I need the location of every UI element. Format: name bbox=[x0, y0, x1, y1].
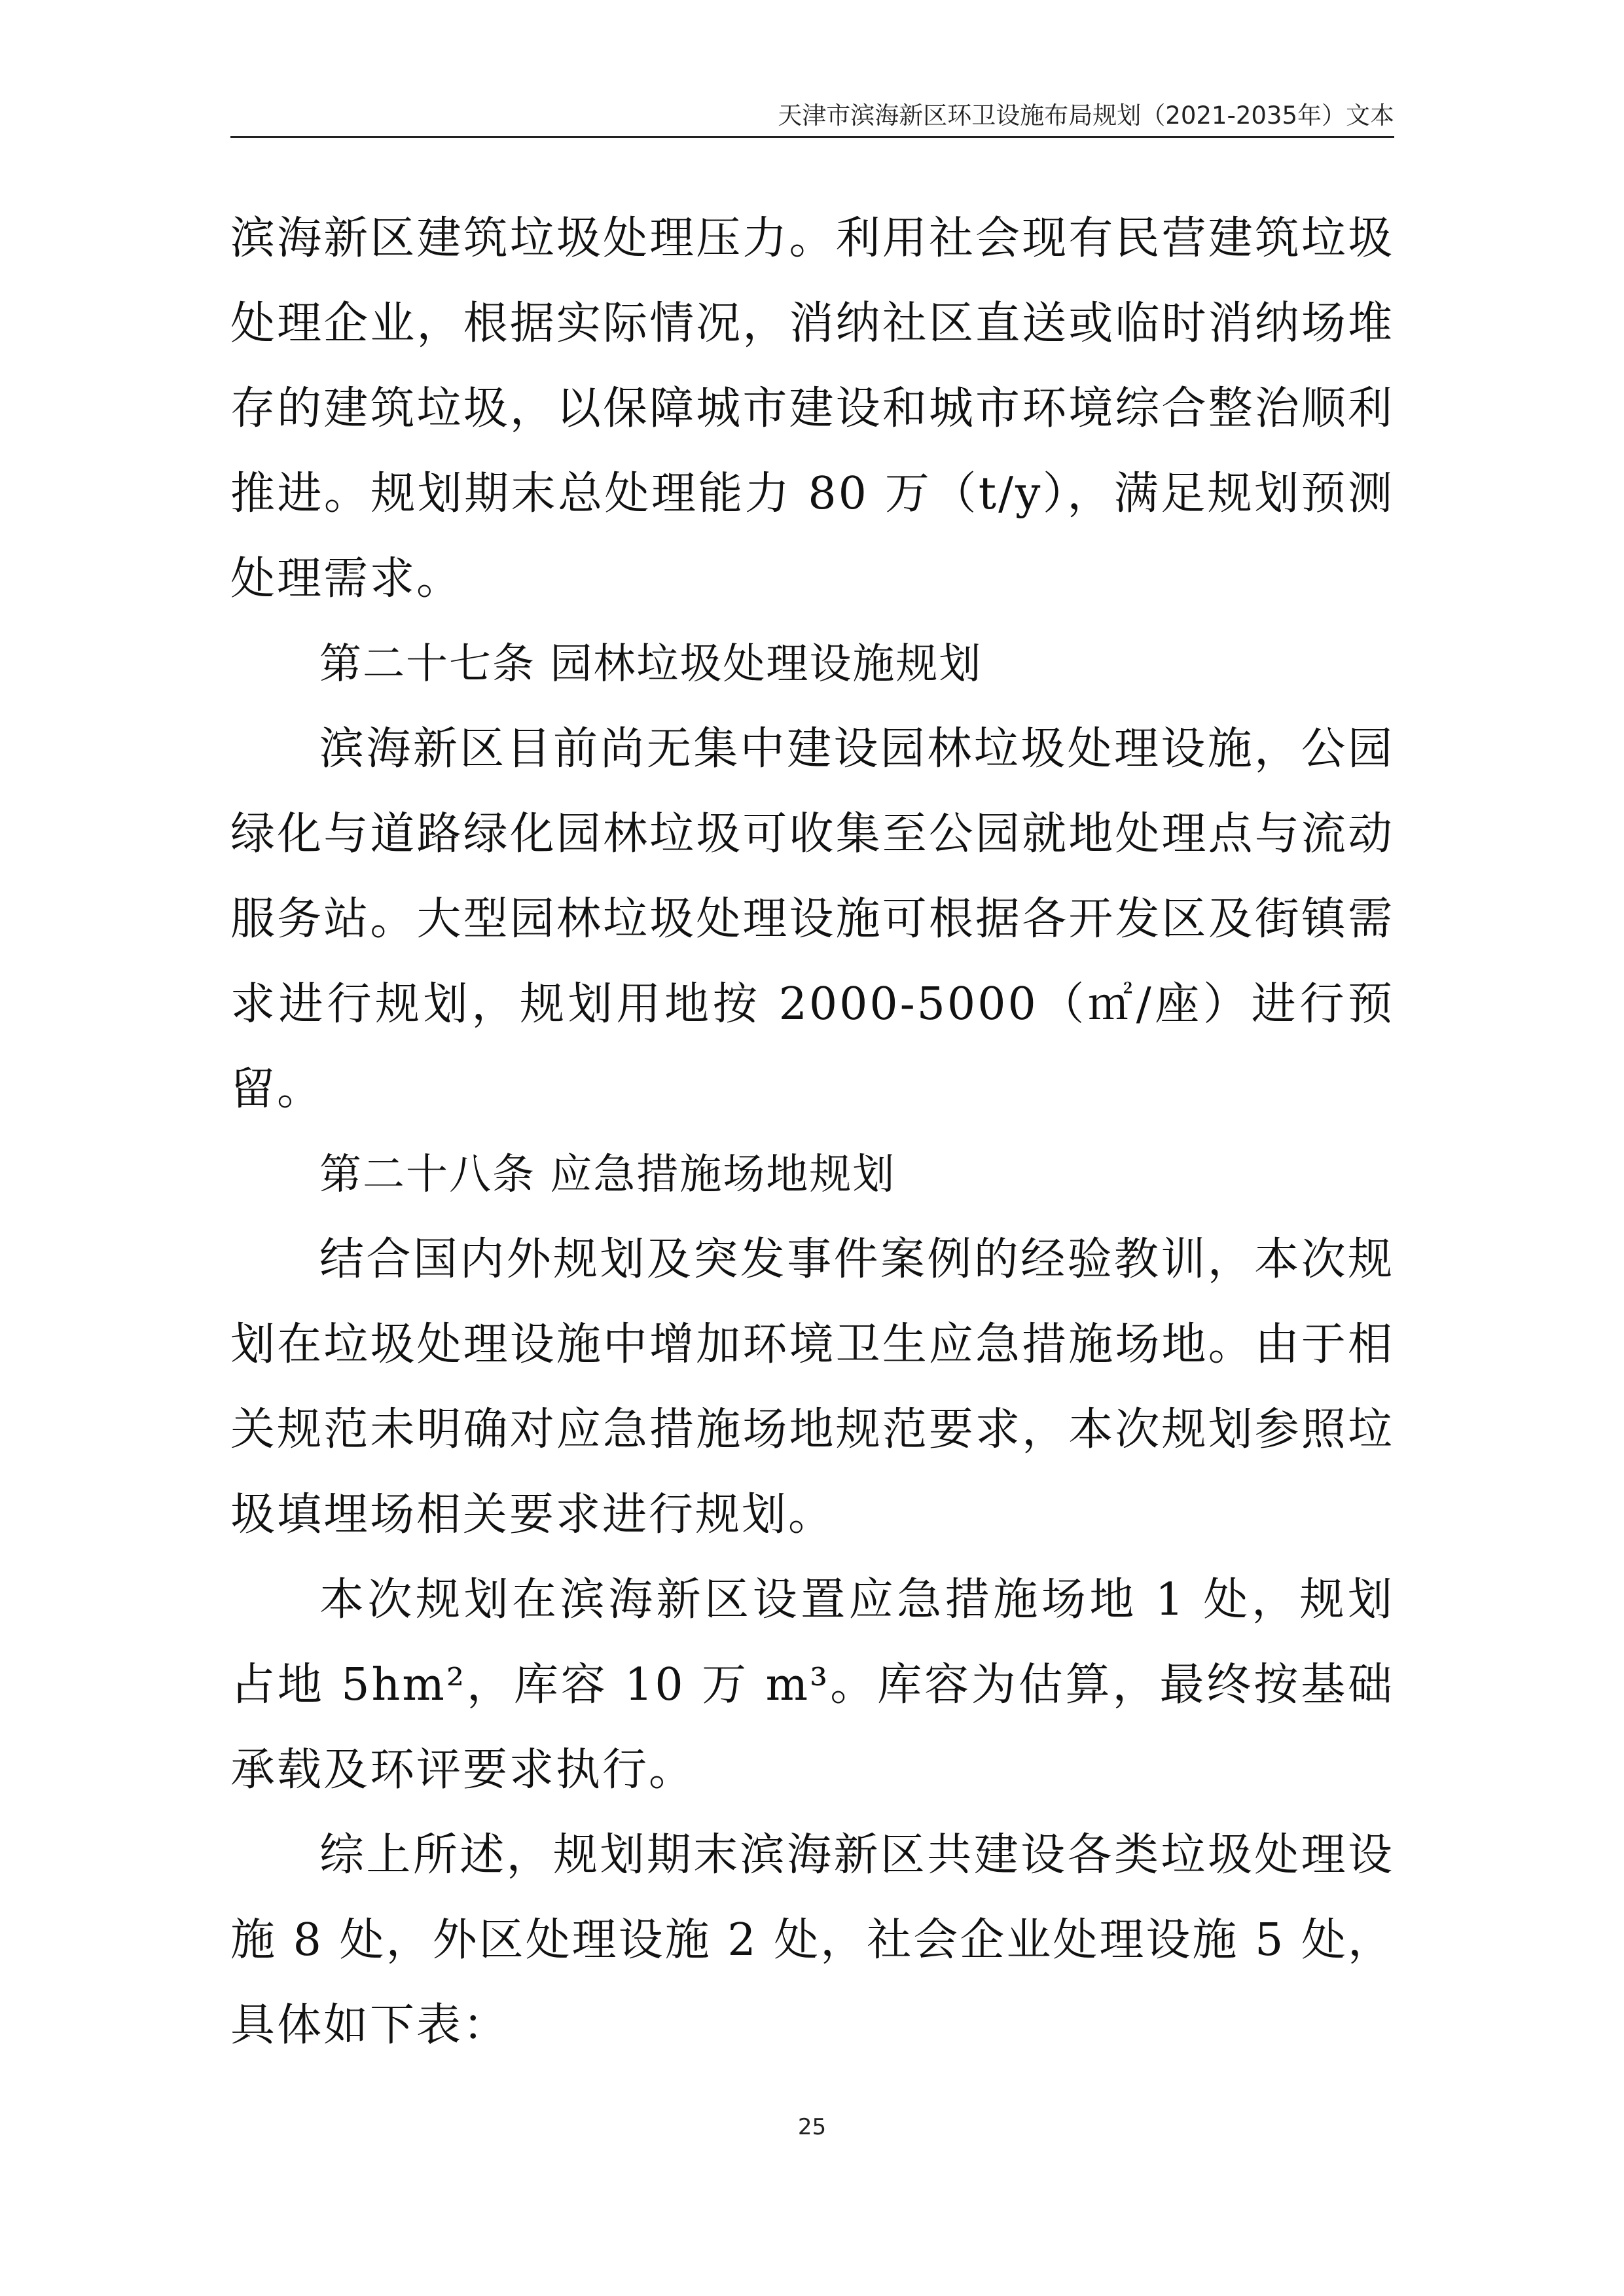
section-heading-28: 第二十八条 应急措施场地规划 bbox=[319, 1151, 896, 1199]
paragraph-summary: 综上所述，规划期末滨海新区共建设各类垃圾处理设施 8 处，外区处理设施 2 处，社会企业处理设施 5 处，具体如下表： bbox=[230, 1829, 1394, 2051]
paragraph-emergency-site-2: 本次规划在滨海新区设置应急措施场地 1 处，规划占地 5hm²，库容 10 万 m³。库容为估算，最终按基础承载及环评要求执行。 bbox=[230, 1574, 1394, 1796]
paragraph-emergency-site-1: 结合国内外规划及突发事件案例的经验教训，本次规划在垃圾处理设施中增加环境卫生应急措施场地。由于相关规范未明确对应急措施场地规范要求，本次规划参照垃圾填埋场相关要求进行规划。 bbox=[230, 1234, 1394, 1541]
paragraph-continuation: 滨海新区建筑垃圾处理压力。利用社会现有民营建筑垃圾处理企业，根据实际情况，消纳社区直送或临时消纳场堆存的建筑垃圾，以保障城市建设和城市环境综合整治顺利推进。规划期末总处理能力 80 万（t/y），满足规划预测处理需求。 bbox=[230, 213, 1394, 605]
header-title: 天津市滨海新区环卫设施布局规划（2021-2035年）文本 bbox=[778, 101, 1394, 130]
section-heading-27: 第二十七条 园林垃圾处理设施规划 bbox=[319, 640, 983, 689]
paragraph-garden-waste: 滨海新区目前尚无集中建设园林垃圾处理设施，公园绿化与道路绿化园林垃圾可收集至公园就地处理点与流动服务站。大型园林垃圾处理设施可根据各开发区及街镇需求进行规划，规划用地按 2000-5000（㎡/座）进行预留。 bbox=[230, 723, 1394, 1115]
page-header bbox=[230, 90, 1394, 138]
document-body bbox=[230, 196, 1394, 2068]
page-number: 25 bbox=[797, 2114, 827, 2140]
